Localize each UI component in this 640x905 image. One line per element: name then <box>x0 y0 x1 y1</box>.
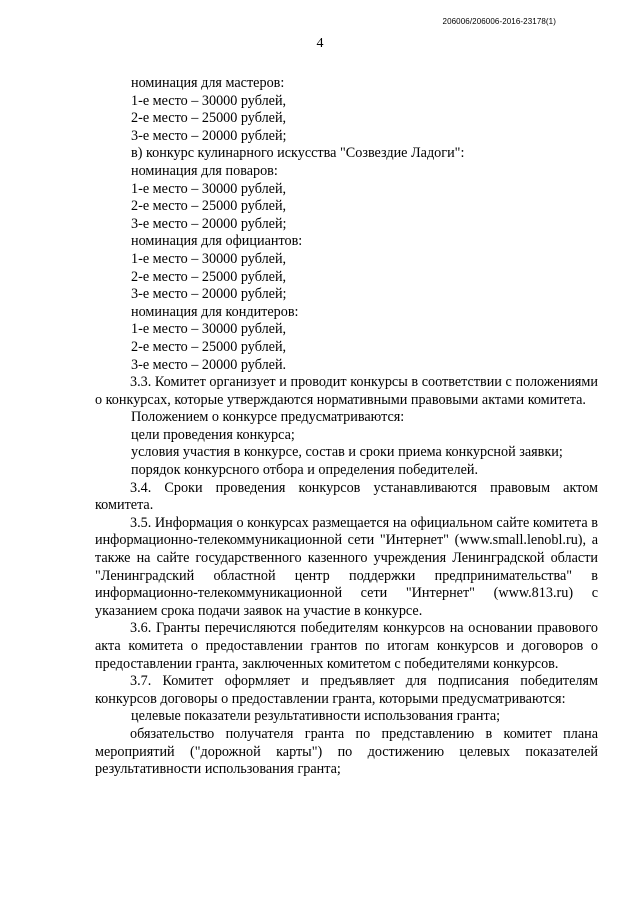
paragraph-3-4: 3.4. Сроки проведения конкурсов устанавливаются правовым актом комитета. <box>95 479 598 514</box>
provision-item: условия участия в конкурсе, состав и сроки приема конкурсной заявки; <box>131 444 563 461</box>
list-line: 3-е место – 20000 рублей; <box>131 127 287 144</box>
list-line: номинация для мастеров: <box>131 75 285 91</box>
list-line: 3-е место – 20000 рублей; <box>131 286 287 303</box>
list-line: 2-е место – 25000 рублей, <box>131 338 287 355</box>
list-line: номинация для кондитеров: <box>131 303 299 320</box>
document-id: 206006/206006-2016-23178(1) <box>442 17 556 26</box>
list-line: 1-е место – 30000 рублей, <box>131 180 287 197</box>
list-line: 3-е место – 20000 рублей. <box>131 356 287 373</box>
list-line: 1-е место – 30000 рублей, <box>131 250 287 267</box>
paragraph-3-3: 3.3. Комитет организует и проводит конкурсы в соответствии с положениями о конкурсах, которые утверждаются нормативными правовыми актами комитета. <box>95 374 598 408</box>
list-line: 3-е место – 20000 рублей; <box>131 215 287 232</box>
paragraph-3-7: 3.7. Комитет оформляет и предъявляет для подписания победителям конкурсов договоры о предоставлении гранта, которыми предусматриваются: <box>95 673 598 707</box>
list-line: 2-е место – 25000 рублей, <box>131 110 287 127</box>
contract-item: обязательство получателя гранта по представлению в комитет плана мероприятий ("дорожной карты") по достижению целевых показателей результативности использования гранта; <box>95 725 598 778</box>
provisions-intro: Положением о конкурсе предусматриваются: <box>131 409 405 426</box>
list-line: 1-е место – 30000 рублей, <box>131 92 287 109</box>
list-line: номинация для официантов: <box>131 233 303 250</box>
provision-item: цели проведения конкурса; <box>131 426 295 443</box>
list-line: 1-е место – 30000 рублей, <box>131 321 287 338</box>
list-line: номинация для поваров: <box>131 162 278 179</box>
list-line: 2-е место – 25000 рублей, <box>131 268 287 285</box>
provision-item: порядок конкурсного отбора и определения победителей. <box>131 462 479 479</box>
document-body <box>95 75 598 779</box>
paragraph-3-6: 3.6. Гранты перечисляются победителям конкурсов на основании правового акта комитета о предоставлении грантов по итогам конкурсов и договоров о предоставлении гранта, заключенных комитетом с победителями конкурсов. <box>95 620 598 672</box>
paragraph-3-5: 3.5. Информация о конкурсах размещается на официальном сайте комитета в информационно-телекоммуникационной сети "Интернет" (www.small.lenobl.ru), а также на сайте государственного казенного учреждения Ленинградской области "Ленинградский областной центр поддержки предпринимательства" в информационно-телекоммуникационной сети "Интернет" (www.813.ru) с указанием срока подачи заявок на участие в конкурсе. <box>95 514 598 619</box>
contract-item: целевые показатели результативности использования гранта; <box>131 708 501 725</box>
list-line: в) конкурс кулинарного искусства "Созвездие Ладоги": <box>131 145 465 162</box>
list-line: 2-е место – 25000 рублей, <box>131 198 287 215</box>
page-number: 4 <box>316 36 324 51</box>
